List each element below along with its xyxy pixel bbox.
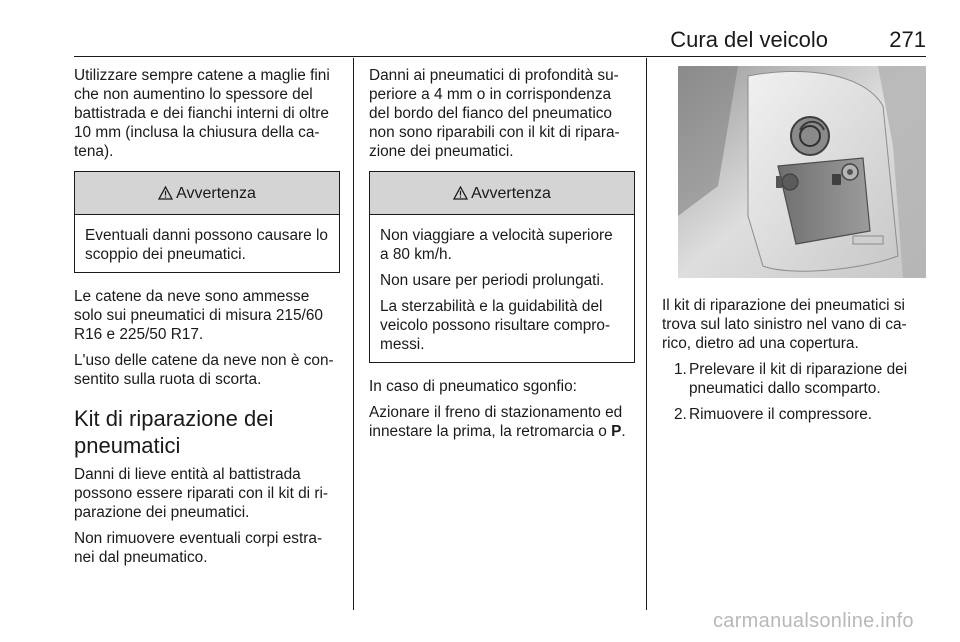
column-1 — [74, 66, 340, 574]
steps-list — [662, 360, 928, 424]
chains-paragraph: Utilizzare sempre catene a maglie fini che non aumentino lo spessore del battistrada e dei fianchi interni di oltre 10 mm (inclusa la chiusura della ca-tena). — [74, 67, 330, 160]
warning-text: Eventuali danni possono causare lo scoppio dei pneumatici. — [85, 227, 328, 263]
warning-title: Avvertenza — [471, 184, 551, 202]
parking-brake-end: . — [621, 423, 626, 440]
warning-body — [75, 215, 339, 272]
step-text: Prelevare il kit di riparazione dei pneumatici dallo scomparto. — [689, 361, 908, 397]
column-3 — [662, 296, 928, 431]
step-number: 1. — [674, 361, 687, 378]
foreign-objects-paragraph: Non rimuovere eventuali corpi estra-nei dal pneumatico. — [74, 530, 323, 566]
spare-wheel-paragraph: L'uso delle catene da neve non è con-sentito sulla ruota di scorta. — [74, 352, 334, 388]
warning-speed: Non viaggiare a velocità superiore a 80 km/h. — [380, 227, 613, 263]
section-heading: Kit di riparazione dei pneumatici — [74, 406, 274, 458]
kit-location-paragraph: Il kit di riparazione dei pneumatici si trova sul lato sinistro nel vano di ca-rico, dietro ad una copertura. — [662, 297, 907, 352]
parking-brake-paragraph — [369, 403, 635, 441]
header-rule — [74, 56, 926, 57]
flat-tyre-paragraph: In caso di pneumatico sgonfio: — [369, 378, 577, 395]
list-item — [662, 405, 928, 424]
cargo-compartment-illustration — [678, 66, 926, 278]
warning-box — [74, 171, 340, 273]
warning-icon — [158, 186, 173, 200]
warning-icon — [453, 186, 468, 200]
page-header — [74, 26, 926, 54]
parking-brake-text: Azionare il freno di stazionamento ed innestare la prima, la retromarcia o — [369, 404, 623, 440]
damage-paragraph: Danni ai pneumatici di profondità su-periore a 4 mm o in corrispondenza del bordo del fianco del pneumatico non sono riparabili con il kit di ripara-zione dei pneumatici. — [369, 67, 620, 160]
section-title: Cura del veicolo — [670, 27, 828, 52]
page-number: 271 — [889, 27, 926, 52]
warning-title: Avvertenza — [176, 184, 256, 202]
warning-header — [75, 172, 339, 215]
warning-body — [370, 215, 634, 362]
repair-kit-compartment-image — [678, 66, 926, 278]
column-2 — [369, 66, 635, 448]
column-divider-2 — [646, 58, 647, 610]
park-gear-label: P — [611, 423, 622, 440]
warning-header — [370, 172, 634, 215]
chains-sizes-paragraph: Le catene da neve sono ammesse solo sui pneumatici di misura 215/60 R16 e 225/50 R17. — [74, 288, 323, 343]
list-item — [662, 360, 928, 398]
repair-kit-paragraph: Danni di lieve entità al battistrada possono essere riparati con il kit di ri-parazione dei pneumatici. — [74, 466, 329, 521]
warning-box — [369, 171, 635, 363]
column-divider-1 — [353, 58, 354, 610]
warning-steering: La sterzabilità e la guidabilità del veicolo possono risultare compro-messi. — [380, 298, 611, 353]
watermark: carmanualsonline.info — [713, 610, 914, 632]
warning-duration: Non usare per periodi prolungati. — [380, 272, 605, 289]
step-text: Rimuovere il compressore. — [689, 406, 873, 423]
step-number: 2. — [674, 406, 687, 423]
